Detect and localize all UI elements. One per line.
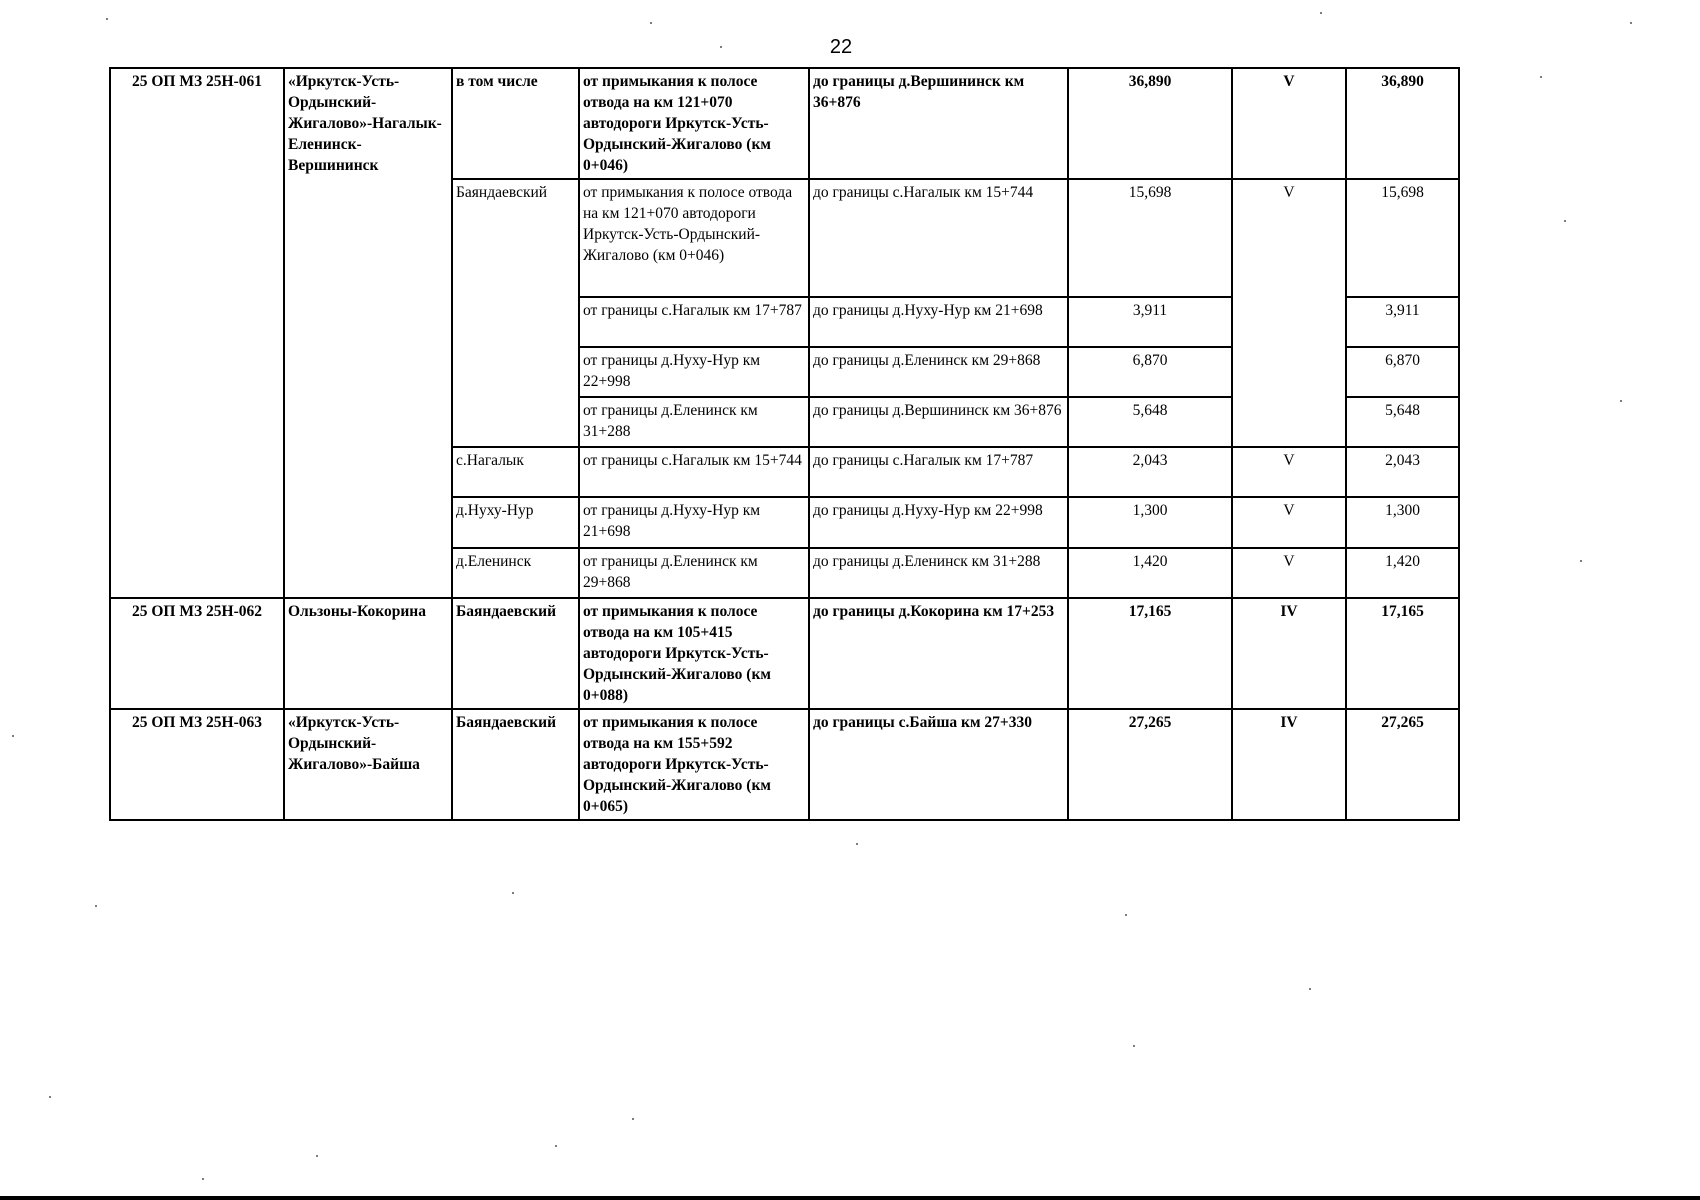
segment-end: до границы д.Вершининск км 36+876	[809, 68, 1068, 179]
segment-start: от границы д.Нуху-Нур км 22+998	[579, 347, 809, 397]
segment-end: до границы д.Еленинск км 29+868	[809, 347, 1068, 397]
length-value: 1,420	[1068, 548, 1232, 598]
segment-start: от границы д.Нуху-Нур км 21+698	[579, 497, 809, 548]
length-value: 3,911	[1068, 297, 1232, 347]
segment-start: от границы с.Нагалык км 15+744	[579, 447, 809, 497]
length-value-2: 27,265	[1346, 709, 1459, 820]
scan-speck	[1125, 914, 1127, 916]
length-value: 15,698	[1068, 179, 1232, 297]
area-cell: д.Нуху-Нур	[452, 497, 579, 548]
segment-start: от примыкания к полосе отвода на км 121+070 автодороги Иркутск-Усть-Ордынский-Жигалово (км 0+046)	[579, 179, 809, 297]
road-name: «Иркутск-Усть-Ордынский-Жигалово»-Нагалык-Еленинск-Вершининск	[284, 68, 452, 598]
category-value: IV	[1232, 598, 1346, 709]
scan-speck	[512, 892, 514, 894]
length-value: 17,165	[1068, 598, 1232, 709]
scan-speck	[1309, 988, 1311, 990]
segment-end: до границы с.Байша км 27+330	[809, 709, 1068, 820]
area-cell: д.Еленинск	[452, 548, 579, 598]
scan-speck	[1564, 220, 1566, 222]
segment-start: от границы д.Еленинск км 31+288	[579, 397, 809, 447]
segment-start: от границы с.Нагалык км 17+787	[579, 297, 809, 347]
road-name: Ользоны-Кокорина	[284, 598, 452, 709]
roads-table	[109, 67, 1460, 821]
category-value: V	[1232, 497, 1346, 548]
scan-speck	[12, 735, 14, 737]
segment-end: до границы с.Нагалык км 15+744	[809, 179, 1068, 297]
category-value: V	[1232, 548, 1346, 598]
length-value-2: 2,043	[1346, 447, 1459, 497]
scan-speck	[316, 1155, 318, 1157]
road-code: 25 ОП МЗ 25Н-062	[110, 598, 284, 709]
category-value: V	[1232, 447, 1346, 497]
length-value: 6,870	[1068, 347, 1232, 397]
length-value: 5,648	[1068, 397, 1232, 447]
length-value: 1,300	[1068, 497, 1232, 548]
length-value-2: 1,420	[1346, 548, 1459, 598]
segment-end: до границы с.Нагалык км 17+787	[809, 447, 1068, 497]
length-value: 27,265	[1068, 709, 1232, 820]
table-row	[110, 68, 1459, 179]
scan-speck	[650, 22, 652, 24]
area-cell: в том числе	[452, 68, 579, 179]
scan-speck	[1620, 400, 1622, 402]
segment-end: до границы д.Вершининск км 36+876	[809, 397, 1068, 447]
length-value-2: 1,300	[1346, 497, 1459, 548]
segment-start: от примыкания к полосе отвода на км 105+415 автодороги Иркутск-Усть-Ордынский-Жигалово (км 0+088)	[579, 598, 809, 709]
road-code: 25 ОП МЗ 25Н-061	[110, 68, 284, 598]
category-value: V	[1232, 68, 1346, 179]
segment-start: от примыкания к полосе отвода на км 121+070 автодороги Иркутск-Усть-Ордынский-Жигалово (км 0+046)	[579, 68, 809, 179]
road-name: «Иркутск-Усть-Ордынский-Жигалово»-Байша	[284, 709, 452, 820]
segment-end: до границы д.Еленинск км 31+288	[809, 548, 1068, 598]
scan-speck	[1580, 560, 1582, 562]
road-code: 25 ОП МЗ 25Н-063	[110, 709, 284, 820]
segment-start: от границы д.Еленинск км 29+868	[579, 548, 809, 598]
area-cell: с.Нагалык	[452, 447, 579, 497]
page-number: 22	[829, 36, 853, 58]
length-value: 2,043	[1068, 447, 1232, 497]
scan-speck	[1540, 76, 1542, 78]
scan-speck	[720, 46, 722, 48]
scan-speck	[1320, 12, 1322, 14]
table-row	[110, 709, 1459, 820]
scan-speck	[555, 1145, 557, 1147]
length-value: 36,890	[1068, 68, 1232, 179]
length-value-2: 5,648	[1346, 397, 1459, 447]
scan-speck	[1630, 22, 1632, 24]
scan-edge	[0, 1196, 1700, 1200]
table-row	[110, 598, 1459, 709]
area-cell: Баяндаевский	[452, 709, 579, 820]
category-value: V	[1232, 179, 1346, 447]
scan-speck	[632, 1118, 634, 1120]
length-value-2: 17,165	[1346, 598, 1459, 709]
scan-speck	[106, 18, 108, 20]
scan-speck	[95, 905, 97, 907]
segment-end: до границы д.Кокорина км 17+253	[809, 598, 1068, 709]
length-value-2: 36,890	[1346, 68, 1459, 179]
scan-speck	[202, 1178, 204, 1180]
length-value-2: 6,870	[1346, 347, 1459, 397]
category-value: IV	[1232, 709, 1346, 820]
length-value-2: 15,698	[1346, 179, 1459, 297]
segment-start: от примыкания к полосе отвода на км 155+592 автодороги Иркутск-Усть-Ордынский-Жигалово (км 0+065)	[579, 709, 809, 820]
segment-end: до границы д.Нуху-Нур км 22+998	[809, 497, 1068, 548]
area-cell: Баяндаевский	[452, 598, 579, 709]
area-cell: Баяндаевский	[452, 179, 579, 447]
scan-speck	[1133, 1045, 1135, 1047]
length-value-2: 3,911	[1346, 297, 1459, 347]
segment-end: до границы д.Нуху-Нур км 21+698	[809, 297, 1068, 347]
scan-speck	[49, 1096, 51, 1098]
scan-speck	[856, 843, 858, 845]
